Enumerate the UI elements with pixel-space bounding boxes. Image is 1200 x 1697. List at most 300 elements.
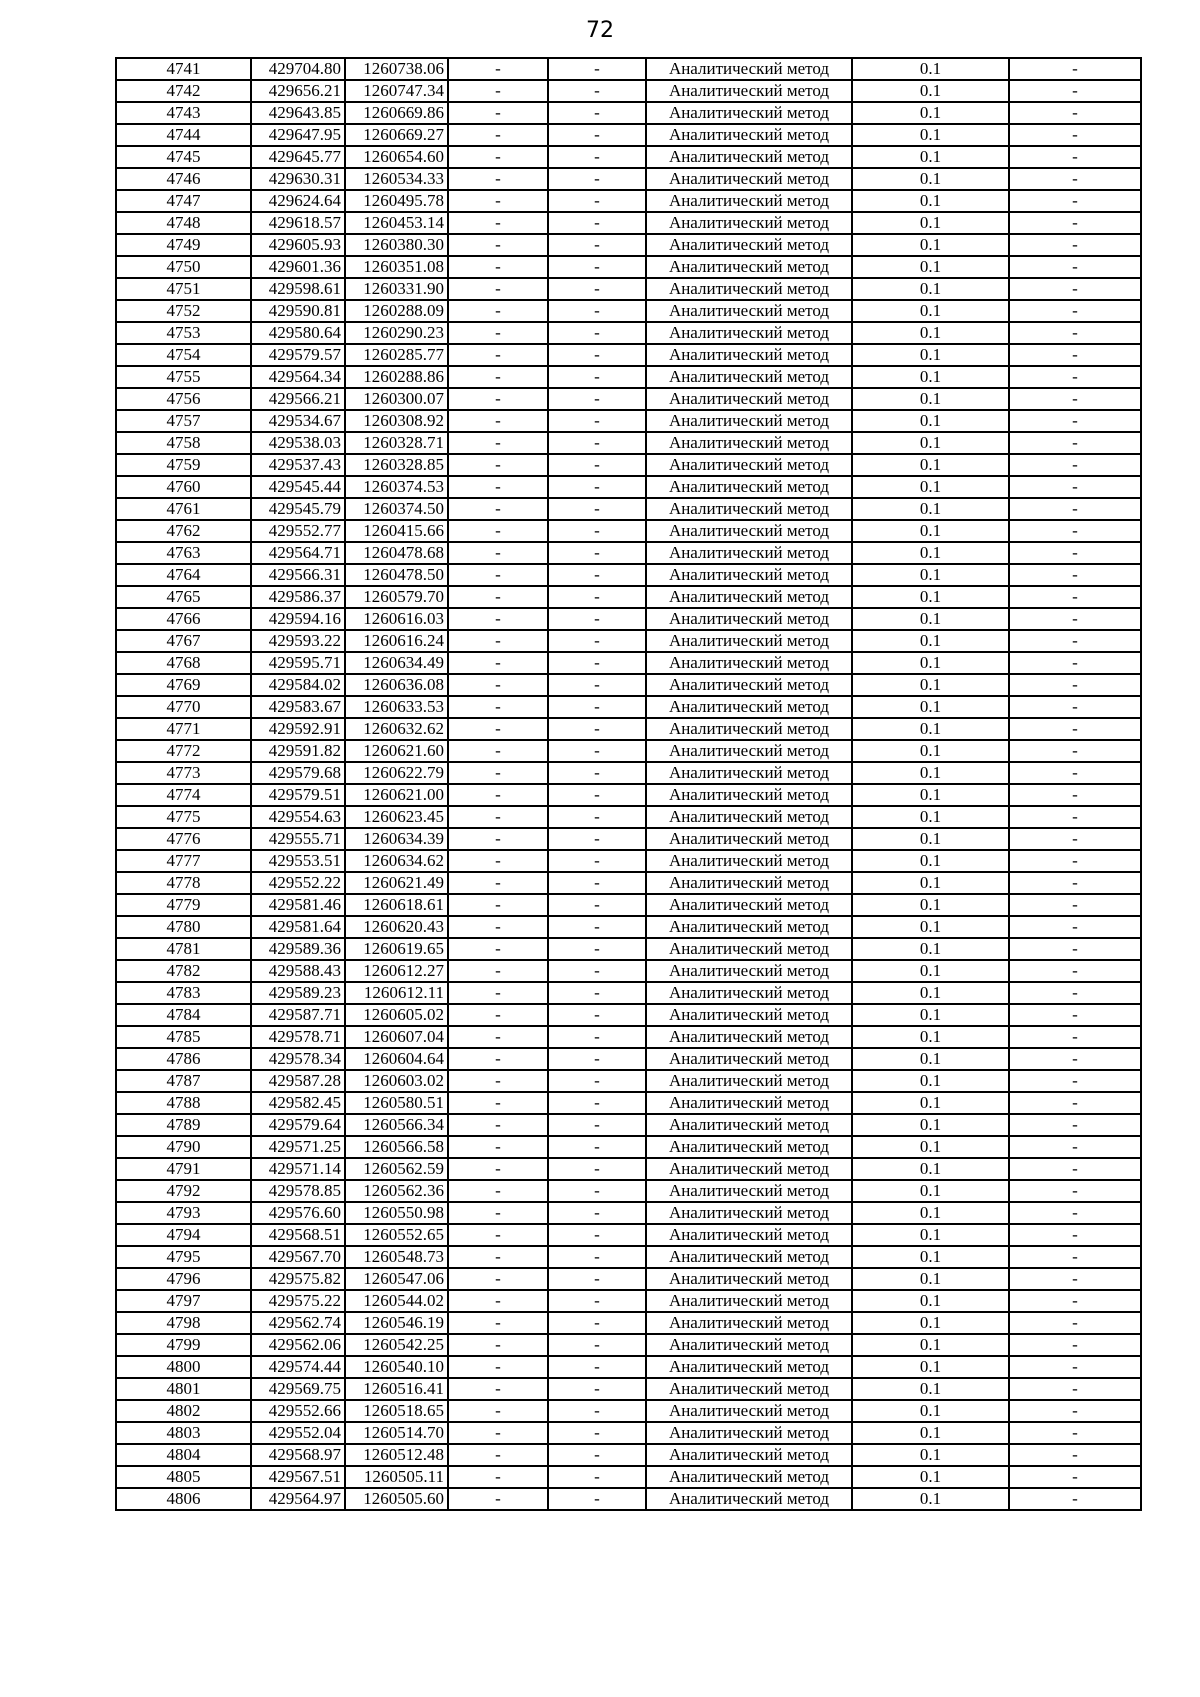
x-coordinate-cell: 429579.51 bbox=[251, 784, 345, 806]
point-number-cell: 4741 bbox=[116, 58, 251, 80]
point-number-cell: 4759 bbox=[116, 454, 251, 476]
x-coordinate-cell: 429564.71 bbox=[251, 542, 345, 564]
x-coordinate-cell: 429624.64 bbox=[251, 190, 345, 212]
accuracy-cell: 0.1 bbox=[852, 740, 1009, 762]
empty-cell-b: - bbox=[548, 762, 646, 784]
empty-cell-a: - bbox=[448, 894, 548, 916]
empty-cell-b: - bbox=[548, 894, 646, 916]
empty-cell-c: - bbox=[1009, 432, 1141, 454]
x-coordinate-cell: 429618.57 bbox=[251, 212, 345, 234]
y-coordinate-cell: 1260634.49 bbox=[345, 652, 448, 674]
accuracy-cell: 0.1 bbox=[852, 300, 1009, 322]
x-coordinate-cell: 429594.16 bbox=[251, 608, 345, 630]
method-cell: Аналитический метод bbox=[646, 1180, 852, 1202]
empty-cell-b: - bbox=[548, 1378, 646, 1400]
table-row bbox=[116, 1334, 1141, 1356]
empty-cell-a: - bbox=[448, 58, 548, 80]
table-row bbox=[116, 1092, 1141, 1114]
accuracy-cell: 0.1 bbox=[852, 982, 1009, 1004]
empty-cell-a: - bbox=[448, 938, 548, 960]
method-cell: Аналитический метод bbox=[646, 960, 852, 982]
accuracy-cell: 0.1 bbox=[852, 542, 1009, 564]
empty-cell-b: - bbox=[548, 916, 646, 938]
empty-cell-b: - bbox=[548, 476, 646, 498]
empty-cell-c: - bbox=[1009, 652, 1141, 674]
table-row bbox=[116, 762, 1141, 784]
table-row bbox=[116, 146, 1141, 168]
x-coordinate-cell: 429568.97 bbox=[251, 1444, 345, 1466]
y-coordinate-cell: 1260328.85 bbox=[345, 454, 448, 476]
y-coordinate-cell: 1260669.86 bbox=[345, 102, 448, 124]
method-cell: Аналитический метод bbox=[646, 784, 852, 806]
empty-cell-b: - bbox=[548, 1004, 646, 1026]
empty-cell-b: - bbox=[548, 1334, 646, 1356]
table-row bbox=[116, 1378, 1141, 1400]
empty-cell-b: - bbox=[548, 1268, 646, 1290]
y-coordinate-cell: 1260566.58 bbox=[345, 1136, 448, 1158]
table-row bbox=[116, 278, 1141, 300]
table-row bbox=[116, 740, 1141, 762]
point-number-cell: 4766 bbox=[116, 608, 251, 630]
accuracy-cell: 0.1 bbox=[852, 1268, 1009, 1290]
method-cell: Аналитический метод bbox=[646, 190, 852, 212]
empty-cell-c: - bbox=[1009, 1268, 1141, 1290]
x-coordinate-cell: 429569.75 bbox=[251, 1378, 345, 1400]
x-coordinate-cell: 429583.67 bbox=[251, 696, 345, 718]
empty-cell-b: - bbox=[548, 366, 646, 388]
method-cell: Аналитический метод bbox=[646, 344, 852, 366]
accuracy-cell: 0.1 bbox=[852, 498, 1009, 520]
table-row bbox=[116, 1400, 1141, 1422]
empty-cell-c: - bbox=[1009, 256, 1141, 278]
y-coordinate-cell: 1260540.10 bbox=[345, 1356, 448, 1378]
table-row bbox=[116, 102, 1141, 124]
empty-cell-c: - bbox=[1009, 1180, 1141, 1202]
y-coordinate-cell: 1260669.27 bbox=[345, 124, 448, 146]
empty-cell-b: - bbox=[548, 806, 646, 828]
empty-cell-b: - bbox=[548, 1400, 646, 1422]
table-row bbox=[116, 58, 1141, 80]
empty-cell-a: - bbox=[448, 1268, 548, 1290]
empty-cell-b: - bbox=[548, 982, 646, 1004]
x-coordinate-cell: 429605.93 bbox=[251, 234, 345, 256]
method-cell: Аналитический метод bbox=[646, 652, 852, 674]
accuracy-cell: 0.1 bbox=[852, 1004, 1009, 1026]
accuracy-cell: 0.1 bbox=[852, 696, 1009, 718]
method-cell: Аналитический метод bbox=[646, 278, 852, 300]
y-coordinate-cell: 1260654.60 bbox=[345, 146, 448, 168]
empty-cell-b: - bbox=[548, 124, 646, 146]
accuracy-cell: 0.1 bbox=[852, 278, 1009, 300]
empty-cell-a: - bbox=[448, 1444, 548, 1466]
accuracy-cell: 0.1 bbox=[852, 146, 1009, 168]
point-number-cell: 4806 bbox=[116, 1488, 251, 1510]
empty-cell-b: - bbox=[548, 102, 646, 124]
accuracy-cell: 0.1 bbox=[852, 1092, 1009, 1114]
empty-cell-a: - bbox=[448, 784, 548, 806]
point-number-cell: 4753 bbox=[116, 322, 251, 344]
empty-cell-a: - bbox=[448, 1356, 548, 1378]
x-coordinate-cell: 429552.77 bbox=[251, 520, 345, 542]
point-number-cell: 4781 bbox=[116, 938, 251, 960]
empty-cell-c: - bbox=[1009, 1334, 1141, 1356]
y-coordinate-cell: 1260288.86 bbox=[345, 366, 448, 388]
empty-cell-c: - bbox=[1009, 1224, 1141, 1246]
point-number-cell: 4799 bbox=[116, 1334, 251, 1356]
accuracy-cell: 0.1 bbox=[852, 828, 1009, 850]
empty-cell-a: - bbox=[448, 388, 548, 410]
x-coordinate-cell: 429562.06 bbox=[251, 1334, 345, 1356]
method-cell: Аналитический метод bbox=[646, 1466, 852, 1488]
empty-cell-a: - bbox=[448, 850, 548, 872]
y-coordinate-cell: 1260288.09 bbox=[345, 300, 448, 322]
y-coordinate-cell: 1260548.73 bbox=[345, 1246, 448, 1268]
empty-cell-b: - bbox=[548, 828, 646, 850]
empty-cell-a: - bbox=[448, 740, 548, 762]
empty-cell-a: - bbox=[448, 1488, 548, 1510]
accuracy-cell: 0.1 bbox=[852, 1070, 1009, 1092]
empty-cell-a: - bbox=[448, 652, 548, 674]
table-row bbox=[116, 1004, 1141, 1026]
empty-cell-c: - bbox=[1009, 1400, 1141, 1422]
accuracy-cell: 0.1 bbox=[852, 1290, 1009, 1312]
x-coordinate-cell: 429534.67 bbox=[251, 410, 345, 432]
point-number-cell: 4761 bbox=[116, 498, 251, 520]
empty-cell-c: - bbox=[1009, 1378, 1141, 1400]
accuracy-cell: 0.1 bbox=[852, 1224, 1009, 1246]
y-coordinate-cell: 1260550.98 bbox=[345, 1202, 448, 1224]
point-number-cell: 4783 bbox=[116, 982, 251, 1004]
x-coordinate-cell: 429574.44 bbox=[251, 1356, 345, 1378]
accuracy-cell: 0.1 bbox=[852, 652, 1009, 674]
table-row bbox=[116, 1290, 1141, 1312]
empty-cell-b: - bbox=[548, 1048, 646, 1070]
empty-cell-b: - bbox=[548, 322, 646, 344]
point-number-cell: 4756 bbox=[116, 388, 251, 410]
y-coordinate-cell: 1260612.11 bbox=[345, 982, 448, 1004]
point-number-cell: 4751 bbox=[116, 278, 251, 300]
method-cell: Аналитический метод bbox=[646, 1422, 852, 1444]
point-number-cell: 4789 bbox=[116, 1114, 251, 1136]
point-number-cell: 4784 bbox=[116, 1004, 251, 1026]
empty-cell-c: - bbox=[1009, 938, 1141, 960]
empty-cell-b: - bbox=[548, 1422, 646, 1444]
table-row bbox=[116, 1488, 1141, 1510]
empty-cell-c: - bbox=[1009, 542, 1141, 564]
table-row bbox=[116, 674, 1141, 696]
point-number-cell: 4760 bbox=[116, 476, 251, 498]
table-row bbox=[116, 498, 1141, 520]
method-cell: Аналитический метод bbox=[646, 1356, 852, 1378]
empty-cell-b: - bbox=[548, 1070, 646, 1092]
empty-cell-c: - bbox=[1009, 1422, 1141, 1444]
x-coordinate-cell: 429575.82 bbox=[251, 1268, 345, 1290]
table-row bbox=[116, 630, 1141, 652]
y-coordinate-cell: 1260604.64 bbox=[345, 1048, 448, 1070]
method-cell: Аналитический метод bbox=[646, 564, 852, 586]
point-number-cell: 4801 bbox=[116, 1378, 251, 1400]
accuracy-cell: 0.1 bbox=[852, 102, 1009, 124]
empty-cell-c: - bbox=[1009, 1158, 1141, 1180]
empty-cell-b: - bbox=[548, 674, 646, 696]
empty-cell-c: - bbox=[1009, 168, 1141, 190]
table-row bbox=[116, 300, 1141, 322]
point-number-cell: 4758 bbox=[116, 432, 251, 454]
table-row bbox=[116, 1136, 1141, 1158]
y-coordinate-cell: 1260478.68 bbox=[345, 542, 448, 564]
method-cell: Аналитический метод bbox=[646, 1224, 852, 1246]
method-cell: Аналитический метод bbox=[646, 674, 852, 696]
table-row bbox=[116, 982, 1141, 1004]
empty-cell-b: - bbox=[548, 1312, 646, 1334]
table-row bbox=[116, 1070, 1141, 1092]
point-number-cell: 4794 bbox=[116, 1224, 251, 1246]
empty-cell-a: - bbox=[448, 168, 548, 190]
accuracy-cell: 0.1 bbox=[852, 234, 1009, 256]
empty-cell-c: - bbox=[1009, 586, 1141, 608]
y-coordinate-cell: 1260351.08 bbox=[345, 256, 448, 278]
y-coordinate-cell: 1260620.43 bbox=[345, 916, 448, 938]
accuracy-cell: 0.1 bbox=[852, 806, 1009, 828]
empty-cell-a: - bbox=[448, 828, 548, 850]
method-cell: Аналитический метод bbox=[646, 102, 852, 124]
empty-cell-a: - bbox=[448, 1158, 548, 1180]
empty-cell-b: - bbox=[548, 740, 646, 762]
x-coordinate-cell: 429579.64 bbox=[251, 1114, 345, 1136]
x-coordinate-cell: 429554.63 bbox=[251, 806, 345, 828]
method-cell: Аналитический метод bbox=[646, 586, 852, 608]
table-row bbox=[116, 784, 1141, 806]
accuracy-cell: 0.1 bbox=[852, 630, 1009, 652]
accuracy-cell: 0.1 bbox=[852, 850, 1009, 872]
method-cell: Аналитический метод bbox=[646, 1136, 852, 1158]
x-coordinate-cell: 429578.71 bbox=[251, 1026, 345, 1048]
point-number-cell: 4768 bbox=[116, 652, 251, 674]
accuracy-cell: 0.1 bbox=[852, 1466, 1009, 1488]
point-number-cell: 4767 bbox=[116, 630, 251, 652]
method-cell: Аналитический метод bbox=[646, 212, 852, 234]
y-coordinate-cell: 1260619.65 bbox=[345, 938, 448, 960]
point-number-cell: 4790 bbox=[116, 1136, 251, 1158]
empty-cell-b: - bbox=[548, 168, 646, 190]
empty-cell-b: - bbox=[548, 1466, 646, 1488]
accuracy-cell: 0.1 bbox=[852, 520, 1009, 542]
accuracy-cell: 0.1 bbox=[852, 190, 1009, 212]
x-coordinate-cell: 429555.71 bbox=[251, 828, 345, 850]
method-cell: Аналитический метод bbox=[646, 740, 852, 762]
accuracy-cell: 0.1 bbox=[852, 168, 1009, 190]
empty-cell-a: - bbox=[448, 1400, 548, 1422]
y-coordinate-cell: 1260618.61 bbox=[345, 894, 448, 916]
empty-cell-c: - bbox=[1009, 740, 1141, 762]
empty-cell-a: - bbox=[448, 718, 548, 740]
table-row bbox=[116, 1048, 1141, 1070]
x-coordinate-cell: 429566.21 bbox=[251, 388, 345, 410]
accuracy-cell: 0.1 bbox=[852, 366, 1009, 388]
y-coordinate-cell: 1260331.90 bbox=[345, 278, 448, 300]
y-coordinate-cell: 1260622.79 bbox=[345, 762, 448, 784]
empty-cell-b: - bbox=[548, 212, 646, 234]
point-number-cell: 4772 bbox=[116, 740, 251, 762]
table-row bbox=[116, 1158, 1141, 1180]
y-coordinate-cell: 1260374.53 bbox=[345, 476, 448, 498]
table-row bbox=[116, 410, 1141, 432]
x-coordinate-cell: 429586.37 bbox=[251, 586, 345, 608]
y-coordinate-cell: 1260566.34 bbox=[345, 1114, 448, 1136]
empty-cell-c: - bbox=[1009, 344, 1141, 366]
method-cell: Аналитический метод bbox=[646, 80, 852, 102]
x-coordinate-cell: 429571.14 bbox=[251, 1158, 345, 1180]
x-coordinate-cell: 429537.43 bbox=[251, 454, 345, 476]
accuracy-cell: 0.1 bbox=[852, 718, 1009, 740]
table-row bbox=[116, 388, 1141, 410]
accuracy-cell: 0.1 bbox=[852, 1114, 1009, 1136]
accuracy-cell: 0.1 bbox=[852, 1048, 1009, 1070]
x-coordinate-cell: 429598.61 bbox=[251, 278, 345, 300]
y-coordinate-cell: 1260495.78 bbox=[345, 190, 448, 212]
empty-cell-b: - bbox=[548, 256, 646, 278]
empty-cell-c: - bbox=[1009, 80, 1141, 102]
method-cell: Аналитический метод bbox=[646, 234, 852, 256]
empty-cell-a: - bbox=[448, 410, 548, 432]
accuracy-cell: 0.1 bbox=[852, 256, 1009, 278]
empty-cell-b: - bbox=[548, 278, 646, 300]
x-coordinate-cell: 429553.51 bbox=[251, 850, 345, 872]
y-coordinate-cell: 1260621.60 bbox=[345, 740, 448, 762]
table-row bbox=[116, 366, 1141, 388]
y-coordinate-cell: 1260380.30 bbox=[345, 234, 448, 256]
table-row bbox=[116, 1114, 1141, 1136]
method-cell: Аналитический метод bbox=[646, 938, 852, 960]
table-row bbox=[116, 718, 1141, 740]
y-coordinate-cell: 1260621.49 bbox=[345, 872, 448, 894]
point-number-cell: 4782 bbox=[116, 960, 251, 982]
point-number-cell: 4744 bbox=[116, 124, 251, 146]
point-number-cell: 4762 bbox=[116, 520, 251, 542]
empty-cell-c: - bbox=[1009, 1246, 1141, 1268]
y-coordinate-cell: 1260633.53 bbox=[345, 696, 448, 718]
y-coordinate-cell: 1260607.04 bbox=[345, 1026, 448, 1048]
empty-cell-c: - bbox=[1009, 366, 1141, 388]
y-coordinate-cell: 1260634.62 bbox=[345, 850, 448, 872]
empty-cell-a: - bbox=[448, 1202, 548, 1224]
y-coordinate-cell: 1260547.06 bbox=[345, 1268, 448, 1290]
y-coordinate-cell: 1260374.50 bbox=[345, 498, 448, 520]
table-row bbox=[116, 212, 1141, 234]
empty-cell-a: - bbox=[448, 366, 548, 388]
x-coordinate-cell: 429552.04 bbox=[251, 1422, 345, 1444]
empty-cell-b: - bbox=[548, 410, 646, 432]
empty-cell-b: - bbox=[548, 630, 646, 652]
empty-cell-b: - bbox=[548, 542, 646, 564]
empty-cell-a: - bbox=[448, 1004, 548, 1026]
point-number-cell: 4785 bbox=[116, 1026, 251, 1048]
empty-cell-c: - bbox=[1009, 982, 1141, 1004]
empty-cell-c: - bbox=[1009, 1312, 1141, 1334]
empty-cell-c: - bbox=[1009, 124, 1141, 146]
x-coordinate-cell: 429582.45 bbox=[251, 1092, 345, 1114]
accuracy-cell: 0.1 bbox=[852, 960, 1009, 982]
y-coordinate-cell: 1260514.70 bbox=[345, 1422, 448, 1444]
method-cell: Аналитический метод bbox=[646, 828, 852, 850]
x-coordinate-cell: 429579.68 bbox=[251, 762, 345, 784]
empty-cell-b: - bbox=[548, 1114, 646, 1136]
x-coordinate-cell: 429589.36 bbox=[251, 938, 345, 960]
empty-cell-c: - bbox=[1009, 1026, 1141, 1048]
empty-cell-b: - bbox=[548, 432, 646, 454]
point-number-cell: 4750 bbox=[116, 256, 251, 278]
x-coordinate-cell: 429630.31 bbox=[251, 168, 345, 190]
empty-cell-c: - bbox=[1009, 300, 1141, 322]
point-number-cell: 4788 bbox=[116, 1092, 251, 1114]
point-number-cell: 4754 bbox=[116, 344, 251, 366]
table-row bbox=[116, 872, 1141, 894]
table-row bbox=[116, 322, 1141, 344]
empty-cell-c: - bbox=[1009, 1004, 1141, 1026]
empty-cell-b: - bbox=[548, 564, 646, 586]
x-coordinate-cell: 429568.51 bbox=[251, 1224, 345, 1246]
empty-cell-c: - bbox=[1009, 278, 1141, 300]
empty-cell-a: - bbox=[448, 674, 548, 696]
method-cell: Аналитический метод bbox=[646, 916, 852, 938]
y-coordinate-cell: 1260562.36 bbox=[345, 1180, 448, 1202]
point-number-cell: 4786 bbox=[116, 1048, 251, 1070]
method-cell: Аналитический метод bbox=[646, 850, 852, 872]
empty-cell-c: - bbox=[1009, 322, 1141, 344]
method-cell: Аналитический метод bbox=[646, 1312, 852, 1334]
accuracy-cell: 0.1 bbox=[852, 1158, 1009, 1180]
point-number-cell: 4764 bbox=[116, 564, 251, 586]
empty-cell-a: - bbox=[448, 300, 548, 322]
empty-cell-a: - bbox=[448, 1422, 548, 1444]
table-row bbox=[116, 124, 1141, 146]
x-coordinate-cell: 429578.34 bbox=[251, 1048, 345, 1070]
accuracy-cell: 0.1 bbox=[852, 212, 1009, 234]
y-coordinate-cell: 1260634.39 bbox=[345, 828, 448, 850]
x-coordinate-cell: 429588.43 bbox=[251, 960, 345, 982]
method-cell: Аналитический метод bbox=[646, 520, 852, 542]
method-cell: Аналитический метод bbox=[646, 1070, 852, 1092]
method-cell: Аналитический метод bbox=[646, 1246, 852, 1268]
x-coordinate-cell: 429591.82 bbox=[251, 740, 345, 762]
empty-cell-b: - bbox=[548, 454, 646, 476]
empty-cell-a: - bbox=[448, 278, 548, 300]
y-coordinate-cell: 1260546.19 bbox=[345, 1312, 448, 1334]
point-number-cell: 4803 bbox=[116, 1422, 251, 1444]
y-coordinate-cell: 1260308.92 bbox=[345, 410, 448, 432]
y-coordinate-cell: 1260621.00 bbox=[345, 784, 448, 806]
method-cell: Аналитический метод bbox=[646, 1444, 852, 1466]
table-row bbox=[116, 168, 1141, 190]
y-coordinate-cell: 1260544.02 bbox=[345, 1290, 448, 1312]
empty-cell-c: - bbox=[1009, 410, 1141, 432]
empty-cell-a: - bbox=[448, 1224, 548, 1246]
point-number-cell: 4752 bbox=[116, 300, 251, 322]
method-cell: Аналитический метод bbox=[646, 1334, 852, 1356]
empty-cell-a: - bbox=[448, 146, 548, 168]
method-cell: Аналитический метод bbox=[646, 1400, 852, 1422]
point-number-cell: 4779 bbox=[116, 894, 251, 916]
empty-cell-a: - bbox=[448, 1466, 548, 1488]
empty-cell-a: - bbox=[448, 520, 548, 542]
empty-cell-b: - bbox=[548, 1158, 646, 1180]
empty-cell-c: - bbox=[1009, 1070, 1141, 1092]
method-cell: Аналитический метод bbox=[646, 432, 852, 454]
empty-cell-a: - bbox=[448, 432, 548, 454]
empty-cell-b: - bbox=[548, 652, 646, 674]
empty-cell-b: - bbox=[548, 80, 646, 102]
point-number-cell: 4805 bbox=[116, 1466, 251, 1488]
